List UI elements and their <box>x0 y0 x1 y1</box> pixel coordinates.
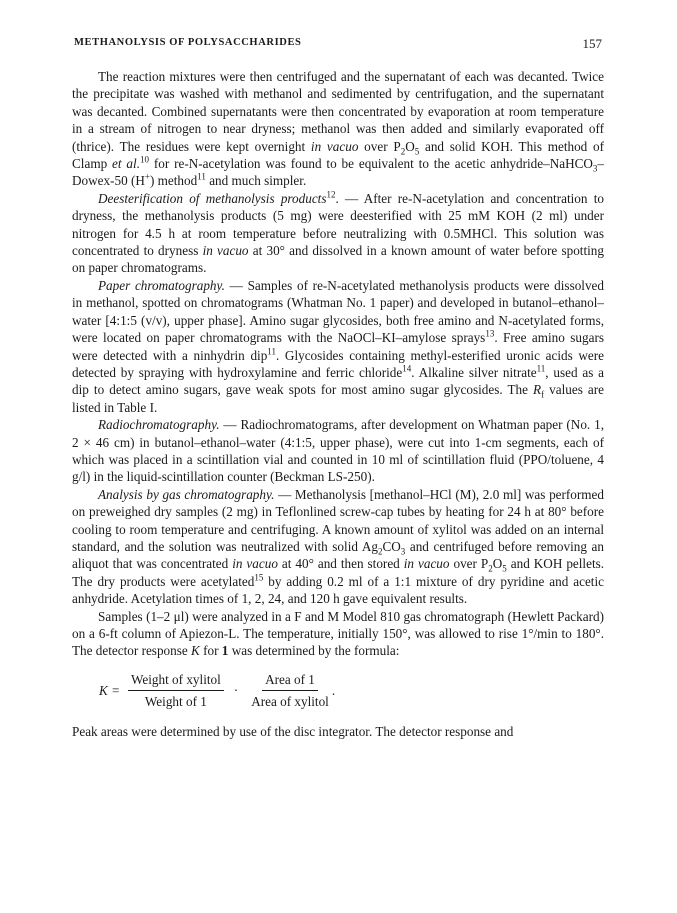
fraction-numerator: Area of 1 <box>262 671 318 691</box>
section-title-deesterification: Deesterification of methanolysis products <box>98 190 327 206</box>
detector-response-formula <box>99 671 604 711</box>
running-header <box>74 37 602 53</box>
article-body <box>72 68 604 740</box>
paragraph-gas-chromatography: Analysis by gas chromatography. — Methanolysis [methanol–HCl (M), 2.0 ml] was performed on preweighed dry samples (2 mg) in Teflonlined screw-cap tubes by heating for 24 h at 80° before cooling to room temperature and centrifuging. A known amount of xylitol was added on an internal standard, and the solution was neutralized with solid $Ag_2CO_3$ and centrifuged before removing an aliquot that was concentrated in vacuo at 40° and then stored in vacuo over $P_2O_5$ and KOH pellets. The dry products were acetylated$^{15}$ by adding 0.2 ml of a 1:1 mixture of dry pyridine and acetic anhydride. Acetylation times of 1, 2, 24, and 120 h gave equivalent results. <box>72 486 605 607</box>
section-title-radiochromatography: Radiochromatography. <box>98 417 220 433</box>
paragraph-paper-chromatography: Paper chromatography. — Samples of re-N-acetylated methanolysis products were dissolved in methanol, spotted on chromatograms (Whatman No. 1 paper) and developed in butanol–ethanol–water [4:1:5 (v/v), upper phase]. Amino sugar glycosides, both free amino and N-acetylated forms, were located on paper chromatograms with the NaOCl–KI–amylose sprays$^{13}$. Free amino sugars were detected with a ninhydrin dip$^{11}$. Glycosides containing methyl-esterified uronic acids were detected by spraying with hydroxylamine and ferric chloride$^{14}$. Alkaline silver nitrate$^{11}$, used as a dip to detect amino sugars, gave weak spots for most amino sugar glycosides. The $R_f$ values are listed in Table I. <box>72 277 604 415</box>
section-title-paper-chromatography: Paper chromatography. <box>98 277 225 293</box>
fraction-numerator: Weight of xylitol <box>128 671 224 691</box>
fraction-areas <box>248 671 332 711</box>
paragraph-reaction-workup: The reaction mixtures were then centrifuged and the supernatant of each was decanted. Twice the precipitate was washed with methanol and sedimented by centrifugation, and the supernatant was decanted. Combined supernatants were then concentrated by evaporation at room temperature in a stream of nitrogen to near dryness; methanol was then added and similarly evaporated off (thrice). The residues were kept overnight in vacuo over $P_2O_5$ and solid KOH. This method of Clamp et al.$^{10}$ for re-N-acetylation was found to be equivalent to the acetic anhydride–NaHCO$_3$–Dowex-50 (H+) method$^{11}$ and much simpler. <box>72 69 605 189</box>
fraction-denominator: Area of xylitol <box>251 694 329 710</box>
paragraph-samples: Samples (1–2 μl) were analyzed in a F and M Model 810 gas chromatograph (Hewlett Packard) on a 6-ft column of Apiezon-L. The temperature, initially 150°, was allowed to rise 1°/min to 180°. The detector response K for 1 was determined by the formula: <box>72 608 604 659</box>
page-number: 157 <box>582 36 602 51</box>
paragraph-peak-areas: Peak areas were determined by use of the disc integrator. The detector response and <box>72 723 514 739</box>
paragraph-deesterification: Deesterification of methanolysis products$^{12}$. — After re-N-acetylation and concentration to dryness, the methanolysis products (5 mg) were deesterified with 25 mM KOH (2 ml) under nitrogen for 4.5 h at room temperature before neutralizing with 0.5MHCl. This solution was concentrated to dryness in vacuo at 30° and dissolved in a known amount of water before spotting on paper chromatograms. <box>72 189 604 276</box>
multiply-dot: · <box>233 683 239 699</box>
fraction-weights <box>128 671 224 711</box>
running-head: METHANOLYSIS OF POLYSACCHARIDES <box>74 37 302 48</box>
paragraph-radiochromatography: Radiochromatography. — Radiochromatograms, after development on Whatman paper (No. 1, 2 × 46 cm) in butanol–ethanol–water (4:1:5, upper phase), were cut into 1-cm segments, each of which was placed in a scintillation vial and counted in 10 ml of scintillation fluid (PPO/toluene, 4 g/l) in the liquid-scintillation counter (Beckman LS-250). <box>72 417 604 485</box>
fraction-denominator: Weight of 1 <box>144 694 207 710</box>
section-title-gas-chromatography: Analysis by gas chromatography. <box>98 486 275 502</box>
formula-lhs: K = <box>99 683 120 699</box>
formula-period: . <box>331 683 336 699</box>
